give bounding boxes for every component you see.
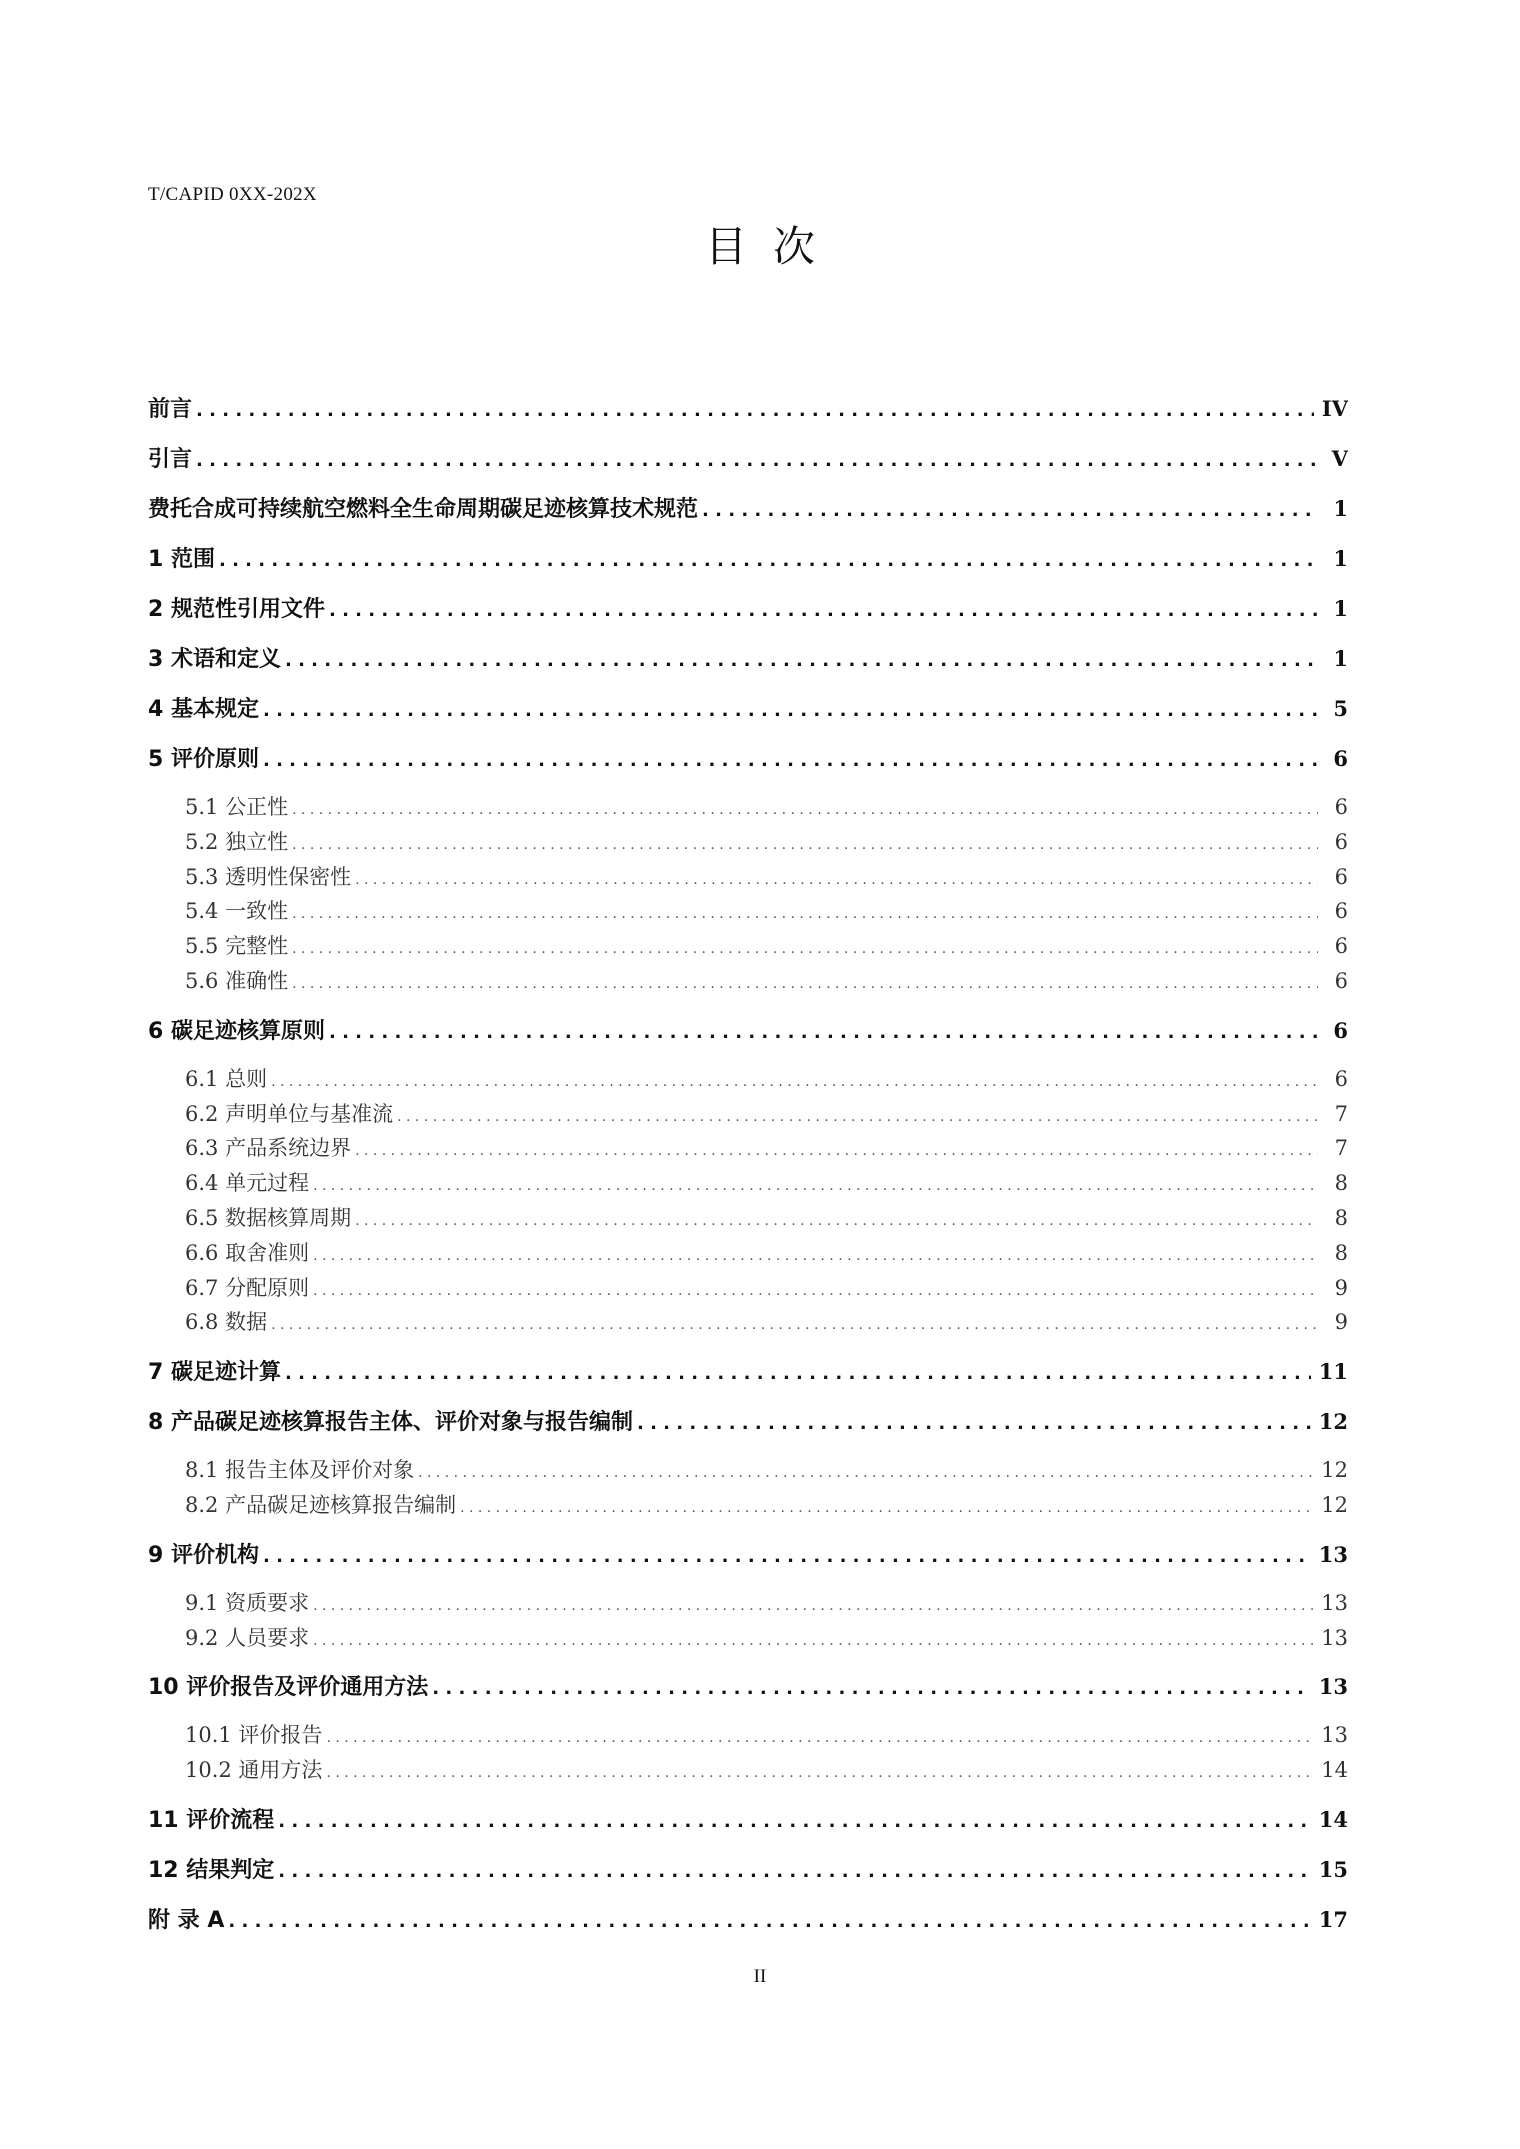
toc-entry-title: 2 规范性引用文件 xyxy=(148,597,325,622)
toc-entry-page: 7 xyxy=(1334,1136,1348,1161)
toc-entry-title: 8.1 报告主体及评价对象 xyxy=(185,1458,415,1483)
toc-entry-title: 5.1 公正性 xyxy=(185,795,289,819)
toc-entry[interactable] xyxy=(148,534,1348,584)
toc-subentry[interactable] xyxy=(148,1097,1348,1132)
toc-entry-title: 5.6 准确性 xyxy=(185,968,289,993)
toc-leader-dots xyxy=(397,1100,1318,1132)
toc-entry-title: 6.7 分配原则 xyxy=(185,1275,310,1300)
toc-entry[interactable] xyxy=(148,484,1348,534)
toc-entry-page: 8 xyxy=(1334,1240,1348,1265)
toc-leader-dots xyxy=(263,1532,1311,1580)
toc-entry-title: 10.2 通用方法 xyxy=(185,1758,323,1783)
toc-subentry[interactable] xyxy=(148,929,1348,964)
toc-subentry[interactable] xyxy=(148,964,1348,999)
toc-subentry[interactable] xyxy=(148,1131,1348,1166)
toc-entry-page: 6 xyxy=(1333,1017,1348,1043)
toc-entry-page: 9 xyxy=(1334,1275,1348,1300)
toc-entry-page: 13 xyxy=(1321,1625,1348,1650)
toc-entry-page: 11 xyxy=(1318,1359,1348,1385)
toc-leader-dots xyxy=(278,1797,1310,1845)
toc-subentry[interactable] xyxy=(148,1453,1348,1488)
toc-entry-title: 5.4 一致性 xyxy=(185,899,289,924)
toc-leader-dots xyxy=(637,1399,1311,1447)
toc-entry-title: 10.1 评价报告 xyxy=(185,1723,323,1748)
toc-leader-dots xyxy=(292,897,1318,929)
toc-subentry[interactable] xyxy=(148,860,1348,895)
toc-leader-dots xyxy=(292,828,1318,860)
toc-entry[interactable] xyxy=(148,384,1348,434)
toc-subentry[interactable] xyxy=(148,790,1348,825)
toc-entry-title: 6 碳足迹核算原则 xyxy=(148,1018,325,1044)
toc-subentry[interactable] xyxy=(148,825,1348,860)
toc-entry-page: 14 xyxy=(1318,1806,1348,1832)
toc-subentry[interactable] xyxy=(148,1236,1348,1271)
toc-entry-title: 6.8 数据 xyxy=(185,1310,268,1335)
toc-leader-dots xyxy=(285,1349,1311,1397)
toc-entry-title: 10 评价报告及评价通用方法 xyxy=(148,1675,429,1701)
toc-entry-page: 1 xyxy=(1333,596,1348,621)
toc-entry[interactable] xyxy=(148,1530,1348,1580)
toc-entry-title: 5 评价原则 xyxy=(148,747,259,772)
toc-entry-page: 6 xyxy=(1334,795,1348,819)
toc-entry-page: 9 xyxy=(1334,1310,1348,1335)
toc-entry-title: 前言 xyxy=(148,397,193,422)
toc-entry[interactable] xyxy=(148,634,1348,684)
toc-entry-title: 8 产品碳足迹核算报告主体、评价对象与报告编制 xyxy=(148,1410,633,1436)
toc-entry[interactable] xyxy=(148,584,1348,634)
document-code: T/CAPID 0XX-202X xyxy=(148,184,317,205)
toc-leader-dots xyxy=(329,1008,1318,1056)
toc-entry[interactable] xyxy=(148,734,1348,784)
toc-subentry[interactable] xyxy=(148,1201,1348,1236)
toc-subentry[interactable] xyxy=(148,1062,1348,1097)
toc-leader-dots xyxy=(432,1664,1310,1712)
toc-entry-title: 6.4 单元过程 xyxy=(185,1171,310,1196)
toc-subentry[interactable] xyxy=(148,1586,1348,1621)
toc-leader-dots xyxy=(263,686,1318,734)
toc-subentry[interactable] xyxy=(148,1271,1348,1306)
toc-subentry[interactable] xyxy=(148,1166,1348,1201)
toc-leader-dots xyxy=(285,636,1318,684)
toc-leader-dots xyxy=(228,1897,1310,1945)
toc-entry[interactable] xyxy=(148,1795,1348,1845)
page-title: 目次 xyxy=(704,222,841,271)
toc-leader-dots xyxy=(292,793,1318,825)
toc-entry-title: 9.1 资质要求 xyxy=(185,1590,310,1615)
toc-entry[interactable] xyxy=(148,1895,1348,1945)
toc-subentry[interactable] xyxy=(148,894,1348,929)
toc-leader-dots xyxy=(313,1169,1318,1201)
toc-entry-page: 12 xyxy=(1321,1458,1348,1483)
toc-entry-page: 14 xyxy=(1321,1758,1348,1783)
toc-entry-title: 6.6 取舍准则 xyxy=(185,1240,310,1265)
toc-entry-page: 6 xyxy=(1334,829,1348,854)
toc-entry-page: 13 xyxy=(1321,1723,1348,1748)
toc-entry-page: 8 xyxy=(1334,1205,1348,1230)
toc-entry-page: 6 xyxy=(1334,934,1348,959)
toc-leader-dots xyxy=(196,436,1318,484)
toc-entry-title: 5.2 独立性 xyxy=(185,829,289,854)
toc-entry-page: 1 xyxy=(1333,546,1348,571)
toc-entry-title: 6.1 总则 xyxy=(185,1066,268,1091)
toc-entry-page: 17 xyxy=(1318,1906,1348,1932)
toc-entry-page: IV xyxy=(1321,396,1348,421)
toc-entry-page: V xyxy=(1331,446,1348,471)
toc-entry-page: 7 xyxy=(1334,1101,1348,1126)
toc-leader-dots xyxy=(702,486,1318,534)
toc-entry-title: 6.5 数据核算周期 xyxy=(185,1205,352,1230)
toc-entry-title: 4 基本规定 xyxy=(148,697,259,722)
toc-leader-dots xyxy=(355,1204,1318,1236)
toc-entry-title: 7 碳足迹计算 xyxy=(148,1360,281,1386)
toc-subentry[interactable] xyxy=(148,1305,1348,1340)
toc-entry-title: 9.2 人员要求 xyxy=(185,1625,310,1650)
toc-leader-dots xyxy=(326,1721,1313,1753)
toc-leader-dots xyxy=(326,1756,1313,1788)
page-number: II xyxy=(753,1966,767,1987)
toc-entry-title: 6.2 声明单位与基准流 xyxy=(185,1101,394,1126)
toc-entry-page: 13 xyxy=(1318,1541,1348,1567)
toc-entry[interactable] xyxy=(148,1662,1348,1712)
toc-leader-dots xyxy=(313,1589,1313,1621)
toc-subentry[interactable] xyxy=(148,1718,1348,1753)
toc-entry[interactable] xyxy=(148,1347,1348,1397)
toc-entry[interactable] xyxy=(148,1845,1348,1895)
toc-entry-page: 6 xyxy=(1334,899,1348,924)
toc-subentry[interactable] xyxy=(148,1753,1348,1788)
toc-leader-dots xyxy=(460,1491,1313,1523)
toc-entry-page: 13 xyxy=(1318,1674,1348,1700)
toc-leader-dots xyxy=(313,1624,1313,1656)
toc-leader-dots xyxy=(292,932,1318,964)
toc-entry-page: 1 xyxy=(1333,496,1348,521)
toc-entry-page: 15 xyxy=(1318,1856,1348,1882)
toc-entry-title: 附 录 A xyxy=(148,1907,225,1933)
toc-entry-page: 6 xyxy=(1334,1066,1348,1091)
toc-leader-dots xyxy=(418,1456,1313,1488)
toc-entry[interactable] xyxy=(148,434,1348,484)
toc-entry-page: 6 xyxy=(1334,864,1348,889)
toc-leader-dots xyxy=(271,1065,1318,1097)
toc-entry-page: 6 xyxy=(1333,746,1348,771)
toc-entry-title: 1 范围 xyxy=(148,547,215,572)
toc-leader-dots xyxy=(313,1274,1318,1306)
toc-entry-title: 6.3 产品系统边界 xyxy=(185,1136,352,1161)
toc-leader-dots xyxy=(219,536,1318,584)
toc-entry-page: 12 xyxy=(1318,1409,1348,1435)
table-of-contents xyxy=(148,384,1348,1945)
toc-entry-title: 引言 xyxy=(148,447,193,472)
toc-entry-title: 费托合成可持续航空燃料全生命周期碳足迹核算技术规范 xyxy=(148,497,699,522)
toc-entry-page: 13 xyxy=(1321,1590,1348,1615)
toc-leader-dots xyxy=(278,1847,1310,1895)
toc-entry[interactable] xyxy=(148,1397,1348,1447)
toc-leader-dots xyxy=(263,736,1318,784)
toc-entry-title: 12 结果判定 xyxy=(148,1857,275,1883)
toc-leader-dots xyxy=(329,586,1318,634)
toc-subentry[interactable] xyxy=(148,1621,1348,1656)
toc-entry[interactable] xyxy=(148,1006,1348,1056)
toc-entry-page: 6 xyxy=(1334,968,1348,993)
toc-entry-title: 8.2 产品碳足迹核算报告编制 xyxy=(185,1492,457,1517)
toc-entry-page: 8 xyxy=(1334,1171,1348,1196)
toc-entry-page: 1 xyxy=(1333,646,1348,671)
toc-leader-dots xyxy=(271,1308,1318,1340)
toc-leader-dots xyxy=(355,863,1318,895)
toc-leader-dots xyxy=(292,967,1318,999)
toc-entry[interactable] xyxy=(148,684,1348,734)
toc-subentry[interactable] xyxy=(148,1488,1348,1523)
toc-entry-title: 5.3 透明性保密性 xyxy=(185,864,352,889)
toc-entry-title: 5.5 完整性 xyxy=(185,934,289,959)
toc-entry-page: 5 xyxy=(1333,696,1348,721)
toc-entry-title: 11 评价流程 xyxy=(148,1807,275,1833)
toc-leader-dots xyxy=(355,1134,1318,1166)
toc-leader-dots xyxy=(196,386,1314,434)
toc-entry-title: 9 评价机构 xyxy=(148,1542,259,1568)
toc-entry-title: 3 术语和定义 xyxy=(148,647,281,672)
toc-leader-dots xyxy=(313,1239,1318,1271)
toc-entry-page: 12 xyxy=(1321,1492,1348,1517)
